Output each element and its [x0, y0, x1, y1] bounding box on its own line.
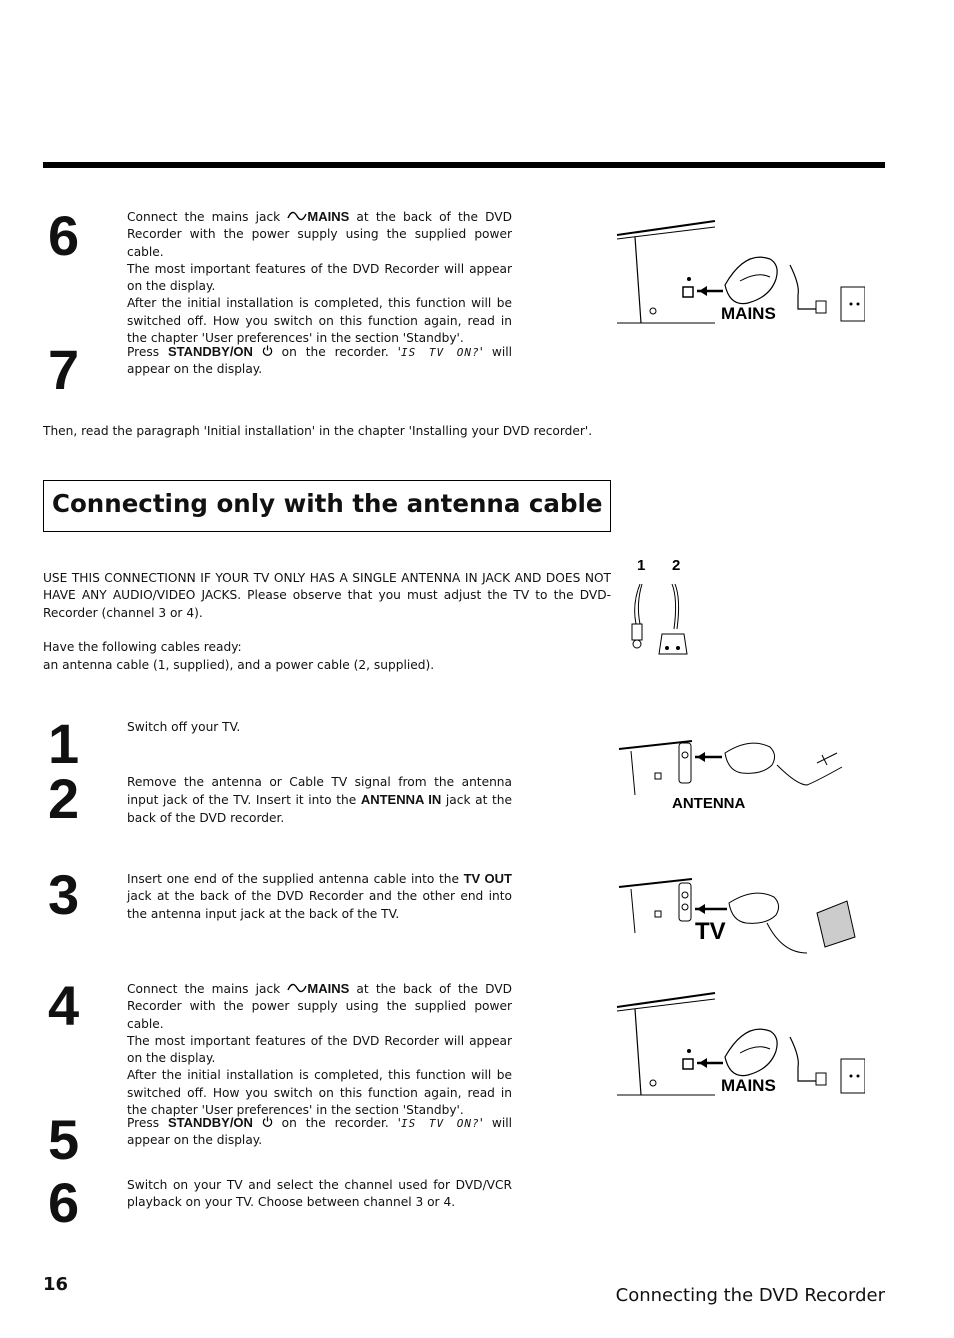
header-rule: [43, 162, 885, 168]
step-number: 2: [48, 767, 80, 830]
step-text: Insert one end of the supplied antenna cable into the TV OUT jack at the back of the DVD Recorder and the other end into the antenna input jack at the back of the TV.: [127, 871, 512, 921]
step-text: Remove the antenna or Cable TV signal from the antenna input jack of the TV. Insert it into the ANTENNA IN jack at the back of the DVD recorder.: [127, 775, 513, 825]
antenna-connection-illustration: [617, 735, 862, 815]
step-number: 6: [48, 204, 80, 267]
section-heading-box: [43, 480, 611, 532]
antenna-image-label: ANTENNA: [672, 795, 746, 812]
cable-label-2: 2: [672, 557, 681, 574]
cables-title: Have the following cables ready:: [43, 640, 242, 654]
section-title: Connecting only with the antenna cable: [52, 489, 603, 518]
step-text: Switch off your TV.: [127, 720, 241, 734]
ac-wave-icon: [287, 211, 307, 221]
step-number: 1: [48, 712, 80, 775]
step-text: Press STANDBY/ON on the recorder. 'IS TV ON?' will appear on the display.: [127, 1115, 512, 1148]
step-number: 7: [48, 338, 80, 401]
step-text: Press STANDBY/ON on the recorder. 'IS TV ON?' will appear on the display.: [127, 344, 512, 377]
power-icon: [262, 1116, 273, 1127]
mains-image-label: MAINS: [721, 304, 776, 323]
then-paragraph: Then, read the paragraph 'Initial installation' in the chapter 'Installing your DVD recorder'.: [43, 424, 593, 438]
mains-connection-illustration: [615, 987, 865, 1099]
tv-image-label: TV: [695, 918, 726, 945]
cables-text: an antenna cable (1, supplied), and a power cable (2, supplied).: [43, 658, 435, 672]
power-icon: [262, 345, 273, 356]
page-number: 16: [43, 1274, 69, 1295]
chapter-title: Connecting the DVD Recorder: [615, 1285, 885, 1306]
tv-connection-illustration: [617, 873, 862, 958]
cables-illustration: [620, 554, 695, 664]
mains-image-label: MAINS: [721, 1076, 776, 1095]
step-text: Connect the mains jack MAINS at the back of the DVD Recorder with the power supply using the supplied power cable. The most important features of the DVD Recorder will appear on the display. After the initial installation is completed, this function will be switched off. How you switch on this function again, read in the chapter 'User preferences' in the section 'Standby'.: [127, 981, 512, 1118]
step-text: Switch on your TV and select the channel used for DVD/VCR playback on your TV. Choose between channel 3 or 4.: [127, 1178, 512, 1210]
intro-paragraph: USE THIS CONNECTIONN IF YOUR TV ONLY HAS A SINGLE ANTENNA IN JACK AND DOES NOT HAVE ANY AUDIO/VIDEO JACKS. Please observe that you must adjust the TV to the DVD-Recorder (channel 3 or 4).: [43, 571, 611, 620]
step-number: 6: [48, 1171, 80, 1234]
step-number: 4: [48, 974, 80, 1037]
cable-label-1: 1: [637, 557, 646, 574]
mains-connection-illustration: [615, 215, 865, 327]
ac-wave-icon: [287, 983, 307, 993]
step-text: Connect the mains jack MAINS at the back of the DVD Recorder with the power supply using the supplied power cable. The most important features of the DVD Recorder will appear on the display. After the initial installation is completed, this function will be switched off. How you switch on this function again, read in the chapter 'User preferences' in the section 'Standby'.: [127, 209, 512, 346]
step-number: 3: [48, 863, 80, 926]
step-number: 5: [48, 1108, 80, 1171]
